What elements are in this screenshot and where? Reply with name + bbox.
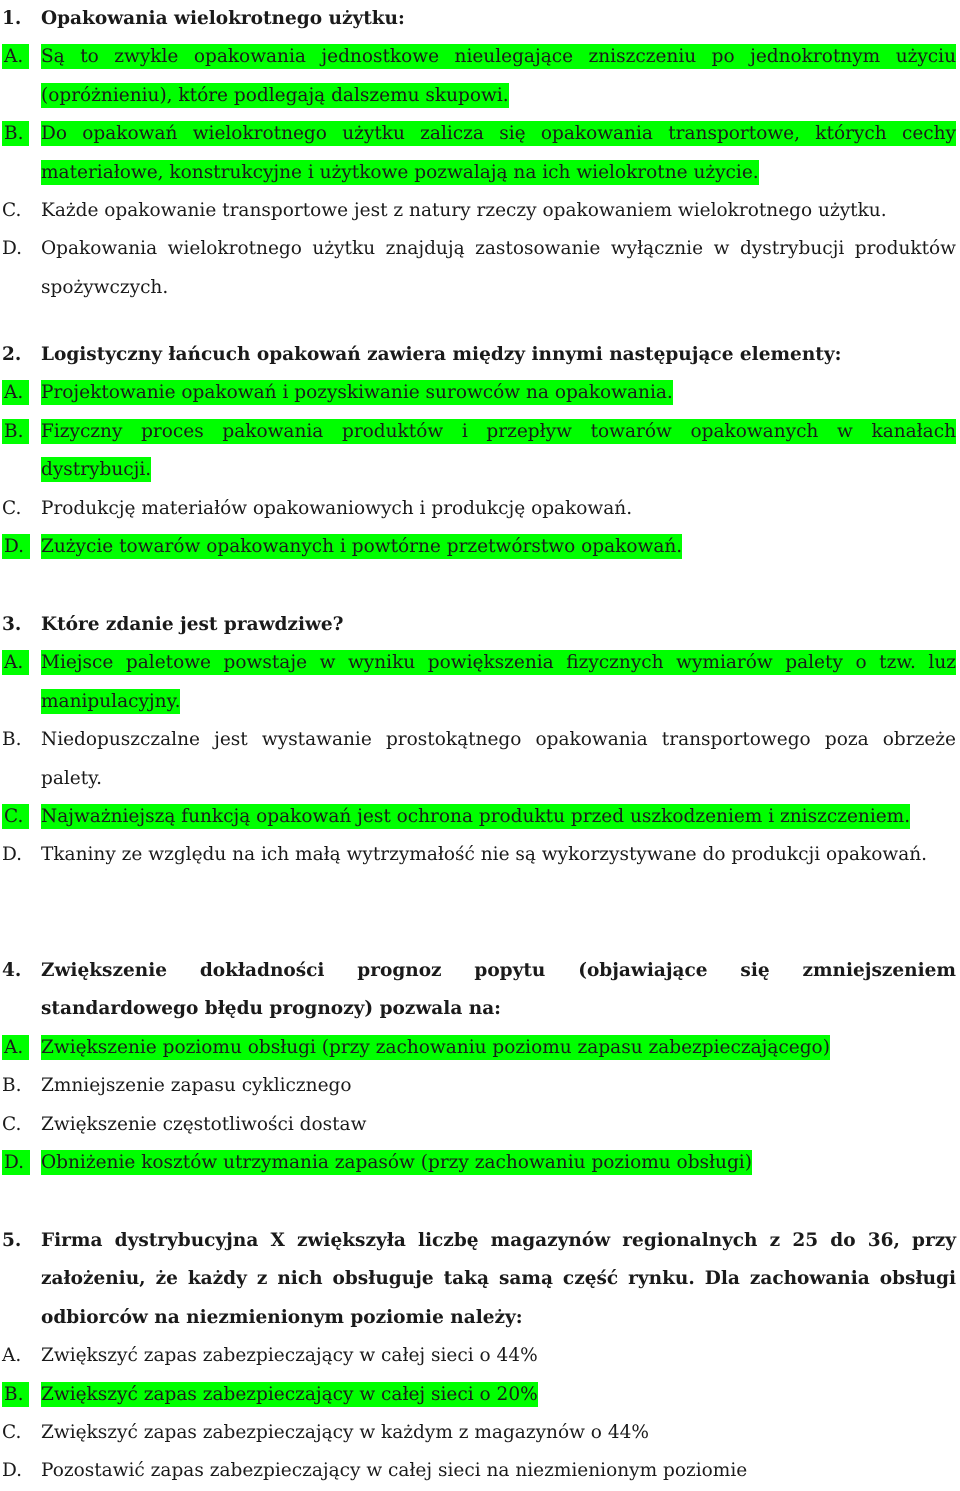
question-1-option-b[interactable] [0,115,960,192]
option-text: Zwiększyć zapas zabezpieczający w całej sieci o 20% [41,1383,538,1405]
option-text: Tkaniny ze względu na ich małą wytrzymałość nie są wykorzystywane do produkcji opakowań. [41,844,928,866]
question-3-number: 3. [2,614,22,635]
option-letter: B. [2,729,22,751]
question-3-option-d[interactable] [0,836,960,874]
option-letter: C. [2,804,29,829]
question-3-text: Które zdanie jest prawdziwe? [41,614,344,635]
option-letter: B. [2,121,29,146]
option-text: Opakowania wielokrotnego użytku znajdują zastosowanie wyłącznie w dystrybucji produktów spożywczych. [41,238,956,298]
question-2-number: 2. [2,344,22,365]
option-letter: D. [2,534,30,559]
option-letter: D. [2,844,23,866]
question-1-option-d[interactable] [0,230,960,307]
question-5 [0,1222,960,1491]
option-text: Niedopuszczalne jest wystawanie prostokątnego opakowania transportowego poza obrzeże palety. [41,729,956,789]
option-text: Produkcję materiałów opakowaniowych i produkcję opakowań. [41,497,633,519]
option-letter: A. [2,380,29,405]
option-letter: B. [2,419,29,444]
option-letter: C. [2,1113,22,1135]
option-letter: A. [2,44,29,69]
option-text: Zwiększenie częstotliwości dostaw [41,1113,367,1135]
question-3 [0,606,960,875]
question-3-heading [0,606,960,644]
question-4 [0,952,960,1182]
option-text: Każde opakowanie transportowe jest z natury rzeczy opakowaniem wielokrotnego użytku. [41,200,887,222]
option-text: Zwiększyć zapas zabezpieczający w całej sieci o 44% [41,1345,538,1367]
option-letter: C. [2,1422,22,1444]
question-2-text: Logistyczny łańcuch opakowań zawiera między innymi następujące elementy: [41,344,842,365]
option-text: Miejsce paletowe powstaje w wyniku powiększenia fizycznych wymiarów palety o tzw. luz manipulacyjny. [41,652,956,712]
question-1-option-a[interactable] [0,38,960,115]
option-letter: D. [2,238,23,260]
question-4-text: Zwiększenie dokładności prognoz popytu (objawiające się zmniejszeniem standardowego błędu prognozy) pozwala na: [41,960,956,1020]
option-text: Najważniejszą funkcją opakowań jest ochrona produktu przed uszkodzeniem i zniszczeniem. [41,806,911,828]
question-4-option-d[interactable] [0,1144,960,1182]
option-letter: A. [2,650,29,675]
option-letter: B. [2,1075,22,1097]
option-text: Zwiększyć zapas zabezpieczający w każdym z magazynów o 44% [41,1422,649,1444]
option-text: Fizyczny proces pakowania produktów i przepływ towarów opakowanych w kanałach dystrybucji. [41,420,956,481]
question-4-option-b[interactable] [0,1067,960,1105]
option-text: Zużycie towarów opakowanych i powtórne przetwórstwo opakowań. [41,536,683,558]
question-5-option-b[interactable] [0,1376,960,1414]
question-5-heading [0,1222,960,1337]
option-letter: D. [2,1460,23,1482]
option-letter: C. [2,200,22,222]
option-letter: A. [2,1345,22,1367]
question-3-option-c[interactable] [0,798,960,836]
question-2 [0,336,960,566]
question-2-option-c[interactable] [0,490,960,528]
question-2-option-a[interactable] [0,374,960,412]
question-5-option-a[interactable] [0,1337,960,1375]
question-2-option-d[interactable] [0,528,960,566]
option-text: Zmniejszenie zapasu cyklicznego [41,1075,352,1097]
question-5-number: 5. [2,1230,22,1251]
question-4-heading [0,952,960,1029]
question-5-text: Firma dystrybucyjna X zwiększyła liczbę magazynów regionalnych z 25 do 36, przy założeniu, że każdy z nich obsługuje taką samą część rynku. Dla zachowania obsługi odbiorców na niezmienionym poziomie należy: [41,1230,956,1328]
question-4-number: 4. [2,960,22,981]
option-text: Pozostawić zapas zabezpieczający w całej sieci na niezmienionym poziomie [41,1460,748,1482]
question-1 [0,0,960,307]
option-letter: C. [2,497,22,519]
question-5-option-c[interactable] [0,1414,960,1452]
question-5-option-d[interactable] [0,1452,960,1490]
option-letter: A. [2,1035,29,1060]
option-text: Zwiększenie poziomu obsługi (przy zachowaniu poziomu zapasu zabezpieczającego) [41,1036,830,1058]
question-3-option-b[interactable] [0,721,960,798]
option-letter: B. [2,1382,29,1407]
question-3-option-a[interactable] [0,644,960,721]
option-letter: D. [2,1150,30,1175]
question-1-text: Opakowania wielokrotnego użytku: [41,8,405,29]
question-4-option-c[interactable] [0,1106,960,1144]
option-text: Do opakowań wielokrotnego użytku zalicza się opakowania transportowe, których cechy materiałowe, konstrukcyjne i użytkowe pozwalają na ich wielokrotne użycie. [41,123,956,183]
question-1-number: 1. [2,8,22,29]
option-text: Projektowanie opakowań i pozyskiwanie surowców na opakowania. [41,382,673,404]
question-2-option-b[interactable] [0,413,960,490]
option-text: Obniżenie kosztów utrzymania zapasów (przy zachowaniu poziomu obsługi) [41,1152,752,1174]
option-text: Są to zwykle opakowania jednostkowe nieulegające zniszczeniu po jednokrotnym użyciu (opróżnieniu), które podlegają dalszemu skupowi. [41,46,956,106]
question-2-heading [0,336,960,374]
question-1-option-c[interactable] [0,192,960,230]
question-4-option-a[interactable] [0,1029,960,1067]
question-1-heading [0,0,960,38]
